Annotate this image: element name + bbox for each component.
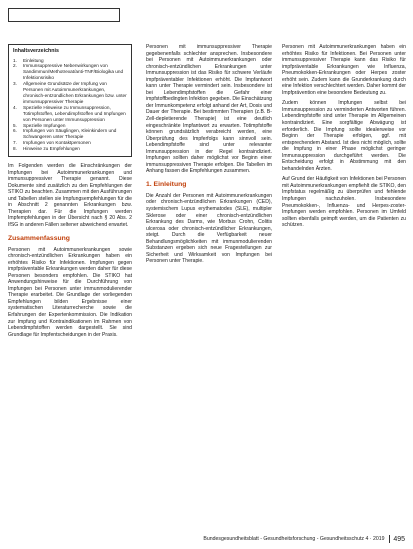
middle-top-paragraph: Personen mit immunsuppressiver Therapie gegebenenfalls schlechter ansprechen. Insbesondere bei Personen mit Autoimmunerkrankungen oder chronisch-entzündlichen Erkrankungen unter Immunsuppression ist das Risiko für schwere Verläufe impfpräventabler Infektionen erhöht. Die Impfantwort kann unter Therapie vermindert sein. Insbesondere ist bei Lebendimpfstoffen die Gefahr einer impfstoffbedingten Infektion gegeben. Die Einschätzung der Immunkompetenz erfolgt anhand der Art, Dosis und Dauer der Therapie. Bei bestimmten Therapien (z.B. B-Zell-depletierende Therapie) ist eine deutlich eingeschränkte Impfantwort zu erwarten. Totimpfstoffe können grundsätzlich verabreicht werden, eine Überprüfung des Impferfolgs kann sinnvoll sein. Lebendimpfstoffe sind unter relevanter Immunsuppression in der Regel kontraindiziert. Impfungen sollten daher möglichst vor Beginn einer immunsuppressiven Therapie erfolgen. Die Tabellen im Anhang fassen die Empfehlungen zusammen. xyxy=(146,44,272,175)
toc-item-text: Allgemeine Grundsätze der Impfung von Personen mit Autoimmunerkrankungen, chronisch-entzündlichen Erkrankungen bzw. unter immunsuppressiver Therapie xyxy=(23,81,127,104)
column-left xyxy=(8,44,132,338)
toc-item-text: Einleitung xyxy=(23,57,44,63)
toc-title: Inhaltsverzeichnis xyxy=(13,48,59,54)
toc-item[interactable] xyxy=(13,105,127,123)
toc-item-number: 8. xyxy=(13,146,17,152)
toc-item-text: Impfungen von Säuglingen, Kleinkindern und Schwangeren unter Therapie xyxy=(23,128,117,140)
toc-item-text: Spezielle Impfungen xyxy=(23,122,66,128)
toc-item[interactable] xyxy=(13,63,127,81)
right-paragraph-1: Personen mit Autoimmunerkrankungen haben ein erhöhtes Risiko für Infektionen. Bei Personen unter immunsuppressiver Therapie kann das Risiko für impfpräventable Erkrankungen wie Influenza, Pneumokokken-Erkrankungen oder Herpes zoster erhöht sein. Zudem kann die Grunderkrankung durch eine Infektion verschlechtert werden. Daher kommt der Impfprävention eine besondere Bedeutung zu. xyxy=(282,44,406,96)
toc-item-number: 5. xyxy=(13,122,17,128)
toc-item-number: 2. xyxy=(13,63,17,69)
header-box xyxy=(8,8,120,22)
section-heading-introduction: 1. Einleitung xyxy=(146,180,187,188)
toc-item-text: Impfungen von Kontaktpersonen xyxy=(23,140,91,146)
toc-item-text: Immunsuppressive Nebenwirkungen von Sandimmun/Methotrexat/anti-TNF/Biologika und Infektionsrisiko xyxy=(23,63,124,81)
toc-item[interactable] xyxy=(13,128,127,140)
column-middle xyxy=(146,44,272,265)
toc-item[interactable] xyxy=(13,146,127,152)
column-right xyxy=(282,44,406,229)
page-number: 495 xyxy=(393,535,405,543)
toc-item-text: Hinweise zu Empfehlungen xyxy=(23,146,80,152)
summary-paragraph: Personen mit Autoimmunerkrankungen sowie chronisch-entzündlichen Erkrankungen haben ein erhöhtes Risiko für Infektionen. Impfungen gegen impfpräventable Erkrankungen werden daher für diese Personen besonders empfohlen. Die STIKO hat Anwendungshinweise für die Durchführung von Impfungen bei Personen unter immunmodulierender Therapie erarbeitet. Die Grundlage der vorliegenden Empfehlungen bilden Ergebnisse einer systematischen Literaturrecherche sowie die Erfahrungen der Expertenkommission. Die Indikation zur Impfung und Kontraindikationen im Rahmen von Lebendimpfstoffen werden dargestellt. Sie sind Grundlage für Impfentscheidungen in der Praxis. xyxy=(8,246,132,338)
intro-paragraph: Im Folgenden werden die Einschränkungen der Impfungen bei Autoimmunerkrankungen und immunsuppressiver Therapie genannt. Diese Dokumente sind zusätzlich zu den Empfehlungen der STIKO zu beachten. Zusammen mit den Ausführungen und Tabellen stellen sie Impfungsempfehlungen für die in Abschnitt 2 genannten Erkrankungen bzw. Therapien dar. Für die Impfungen werden Impfempfehlungen in der Übersicht nach § 20 Abs. 2 IfSG in anderen Fällen seltener abweichend erwartet. xyxy=(8,163,132,228)
right-paragraph-3: Auf Grund der Häufigkeit von Infektionen bei Personen mit Autoimmunerkrankungen empfiehlt die STIKO, den Impfstatus regelmäßig zu überprüfen und fehlende Impfungen nachzuholen. Insbesondere Pneumokokken-, Influenza- und Herpes-zoster-Impfungen werden empfohlen. Personen im Umfeld sollten ebenfalls geimpft werden, um die Patienten zu schützen. xyxy=(282,176,406,229)
footer-divider xyxy=(389,535,390,543)
toc-item-text: Spezielle Hinweise zu Immunsuppression, Totimpfstoffen, Lebendimpfstoffen und Impfungen von Personen unter Immunsuppression xyxy=(23,104,126,122)
toc-item[interactable] xyxy=(13,81,127,105)
summary-heading: Zusammenfassung xyxy=(8,234,70,242)
right-paragraph-2: Zudem können Impfungen selbst bei Immunsuppression zu verminderten Antworten führen. Lebendimpfstoffe sind unter Therapie im Allgemeinen kontraindiziert. Eine sorgfältige Abwägung ist erforderlich. Die Impfung sollte idealerweise vor Beginn der Therapie erfolgen, ggf. mit entsprechendem Abstand. Ist dies nicht möglich, sollte die Impfung in einer Phase möglichst geringer Immunsuppression durchgeführt werden. Die Entscheidung erfolgt in Abstimmung mit den behandelnden Ärzten. xyxy=(282,100,406,172)
introduction-paragraph: Die Anzahl der Personen mit Autoimmunerkrankungen oder chronisch-entzündlichen Erkrankungen (CED), systemischem Lupus erythematodes (SLE), multipler Sklerose oder einer chronisch-entzündlichen Erkrankung des Darms, wie Morbus Crohn, Colitis ulcerosa oder chronisch-entzündlicher Erkrankungen, steigt. Durch die Verfügbarkeit neuer Behandlungsmöglichkeiten mit immunmodulierenden Substanzen ergeben sich neue Fragestellungen zur Sicherheit und Wirksamkeit von Impfungen bei Personen unter Therapie. xyxy=(146,192,272,265)
toc-list xyxy=(13,58,127,153)
toc-item-number: 3. xyxy=(13,81,17,87)
journal-citation: Bundesgesundheitsblatt - Gesundheitsforschung - Gesundheitsschutz 4 · 2019 xyxy=(203,536,385,542)
toc-item-number: 4. xyxy=(13,104,17,110)
page-footer xyxy=(203,535,405,543)
toc-item-number: 7. xyxy=(13,140,17,146)
toc-item-number: 1. xyxy=(13,57,17,63)
toc-item-number: 6. xyxy=(13,128,17,134)
toc-box xyxy=(8,44,132,157)
